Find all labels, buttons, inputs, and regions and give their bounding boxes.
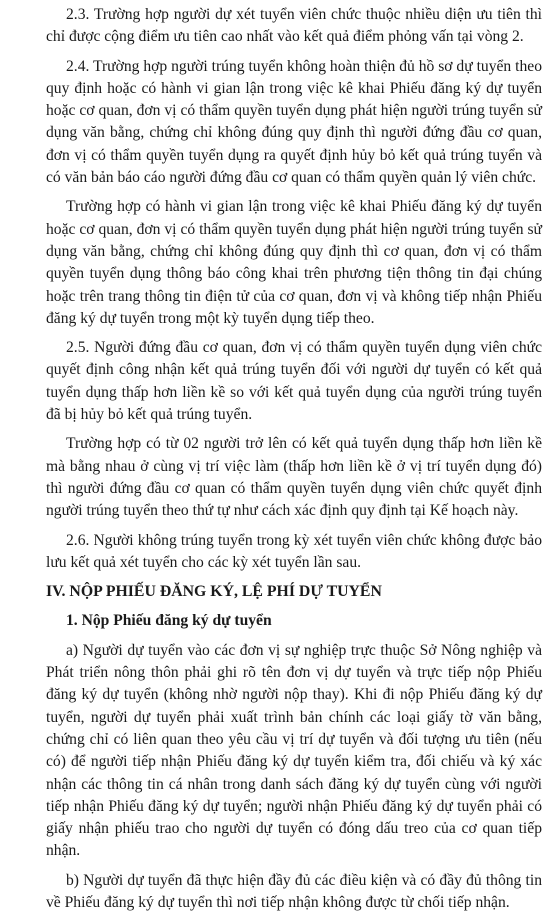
paragraph-2-4: 2.4. Trường hợp người trúng tuyển không hoàn thiện đủ hồ sơ dự tuyển theo quy định hoặc có hành vi gian lận trong việc kê khai Phiếu đăng ký dự tuyển hoặc cơ quan, đơn vị có thẩm quyền tuyển dụng phát hiện người trúng tuyển sử dụng văn bằng, chứng chỉ không đúng quy định thì người đứng đầu cơ quan, đơn vị có thẩm quyền tuyển dụng ra quyết định hủy bỏ kết quả trúng tuyển và có văn bản báo cáo người đứng đầu cơ quan có thẩm quyền quản lý viên chức.	[46, 57, 542, 187]
paragraph-2-5-tie: Trường hợp có từ 02 người trở lên có kết quả tuyển dụng thấp hơn liền kề mà bằng nhau ở cùng vị trí việc làm (thấp hơn liền kề ở vị trí tuyển dụng đó) thì người đứng đầu cơ quan có thẩm quyền tuyển dụng viên chức quyết định người trúng tuyển theo thứ tự như cách xác định quy định tại Kế hoạch này.	[46, 435, 542, 520]
sub-heading-1: 1. Nộp Phiếu đăng ký dự tuyển	[66, 612, 272, 630]
paragraph-a: a) Người dự tuyển vào các đơn vị sự nghiệp trực thuộc Sở Nông nghiệp và Phát triển nông thôn phải ghi rõ tên đơn vị dự tuyển và trực tiếp nộp Phiếu đăng ký dự tuyển (không nhờ người nộp thay). Khi đi nộp Phiếu đăng ký dự tuyển, người dự tuyển phải xuất trình bản chính các loại giấy tờ văn bằng, chứng chỉ có liên quan theo yêu cầu vị trí dự tuyển và đối tượng ưu tiên (nếu có) để người tiếp nhận Phiếu đăng ký dự tuyển kiểm tra, đối chiếu và ký xác nhận các thông tin cá nhân trong danh sách đăng ký dự tuyển cùng với người tiếp nhận Phiếu đăng ký dự tuyển; người nhận Phiếu đăng ký dự tuyển phải có giấy nhận phiếu trao cho người dự tuyển có đóng dấu treo của cơ quan tiếp nhận.	[46, 641, 542, 860]
paragraph-2-5: 2.5. Người đứng đầu cơ quan, đơn vị có thẩm quyền tuyển dụng viên chức quyết định công nhận kết quả trúng tuyển đối với người dự tuyển có kết quả tuyển dụng thấp hơn liền kề so với kết quả tuyển dụng của người trúng tuyển đã bị hủy bỏ kết quả trúng tuyển.	[46, 339, 542, 424]
paragraph-2-6: 2.6. Người không trúng tuyển trong kỳ xét tuyển viên chức không được bảo lưu kết quả xét tuyển cho các kỳ xét tuyển lần sau.	[46, 531, 542, 571]
paragraph-2-3: 2.3. Trường hợp người dự xét tuyển viên chức thuộc nhiều diện ưu tiên thì chỉ được cộng điểm ưu tiên cao nhất vào kết quả điểm phỏng vấn tại vòng 2.	[46, 6, 542, 46]
paragraph-b: b) Người dự tuyển đã thực hiện đầy đủ các điều kiện và có đầy đủ thông tin về Phiếu đăng ký dự tuyển thì nơi tiếp nhận không được từ chối tiếp nhận.	[46, 871, 542, 911]
section-heading-iv: IV. NỘP PHIẾU ĐĂNG KÝ, LỆ PHÍ DỰ TUYỂN	[46, 583, 382, 601]
document-page	[46, 4, 542, 921]
paragraph-2-4-fraud: Trường hợp có hành vi gian lận trong việc kê khai Phiếu đăng ký dự tuyển hoặc cơ quan, đơn vị có thẩm quyền tuyển dụng phát hiện người trúng tuyển sử dụng văn bằng, chứng chỉ không đúng quy định thì cơ quan, đơn vị có thẩm quyền tuyển dụng thông báo công khai trên phương tiện thông tin đại chúng hoặc trên trang thông tin điện tử của cơ quan, đơn vị và không tiếp nhận Phiếu đăng ký dự tuyển trong một kỳ tuyển dụng tiếp theo.	[46, 198, 542, 327]
